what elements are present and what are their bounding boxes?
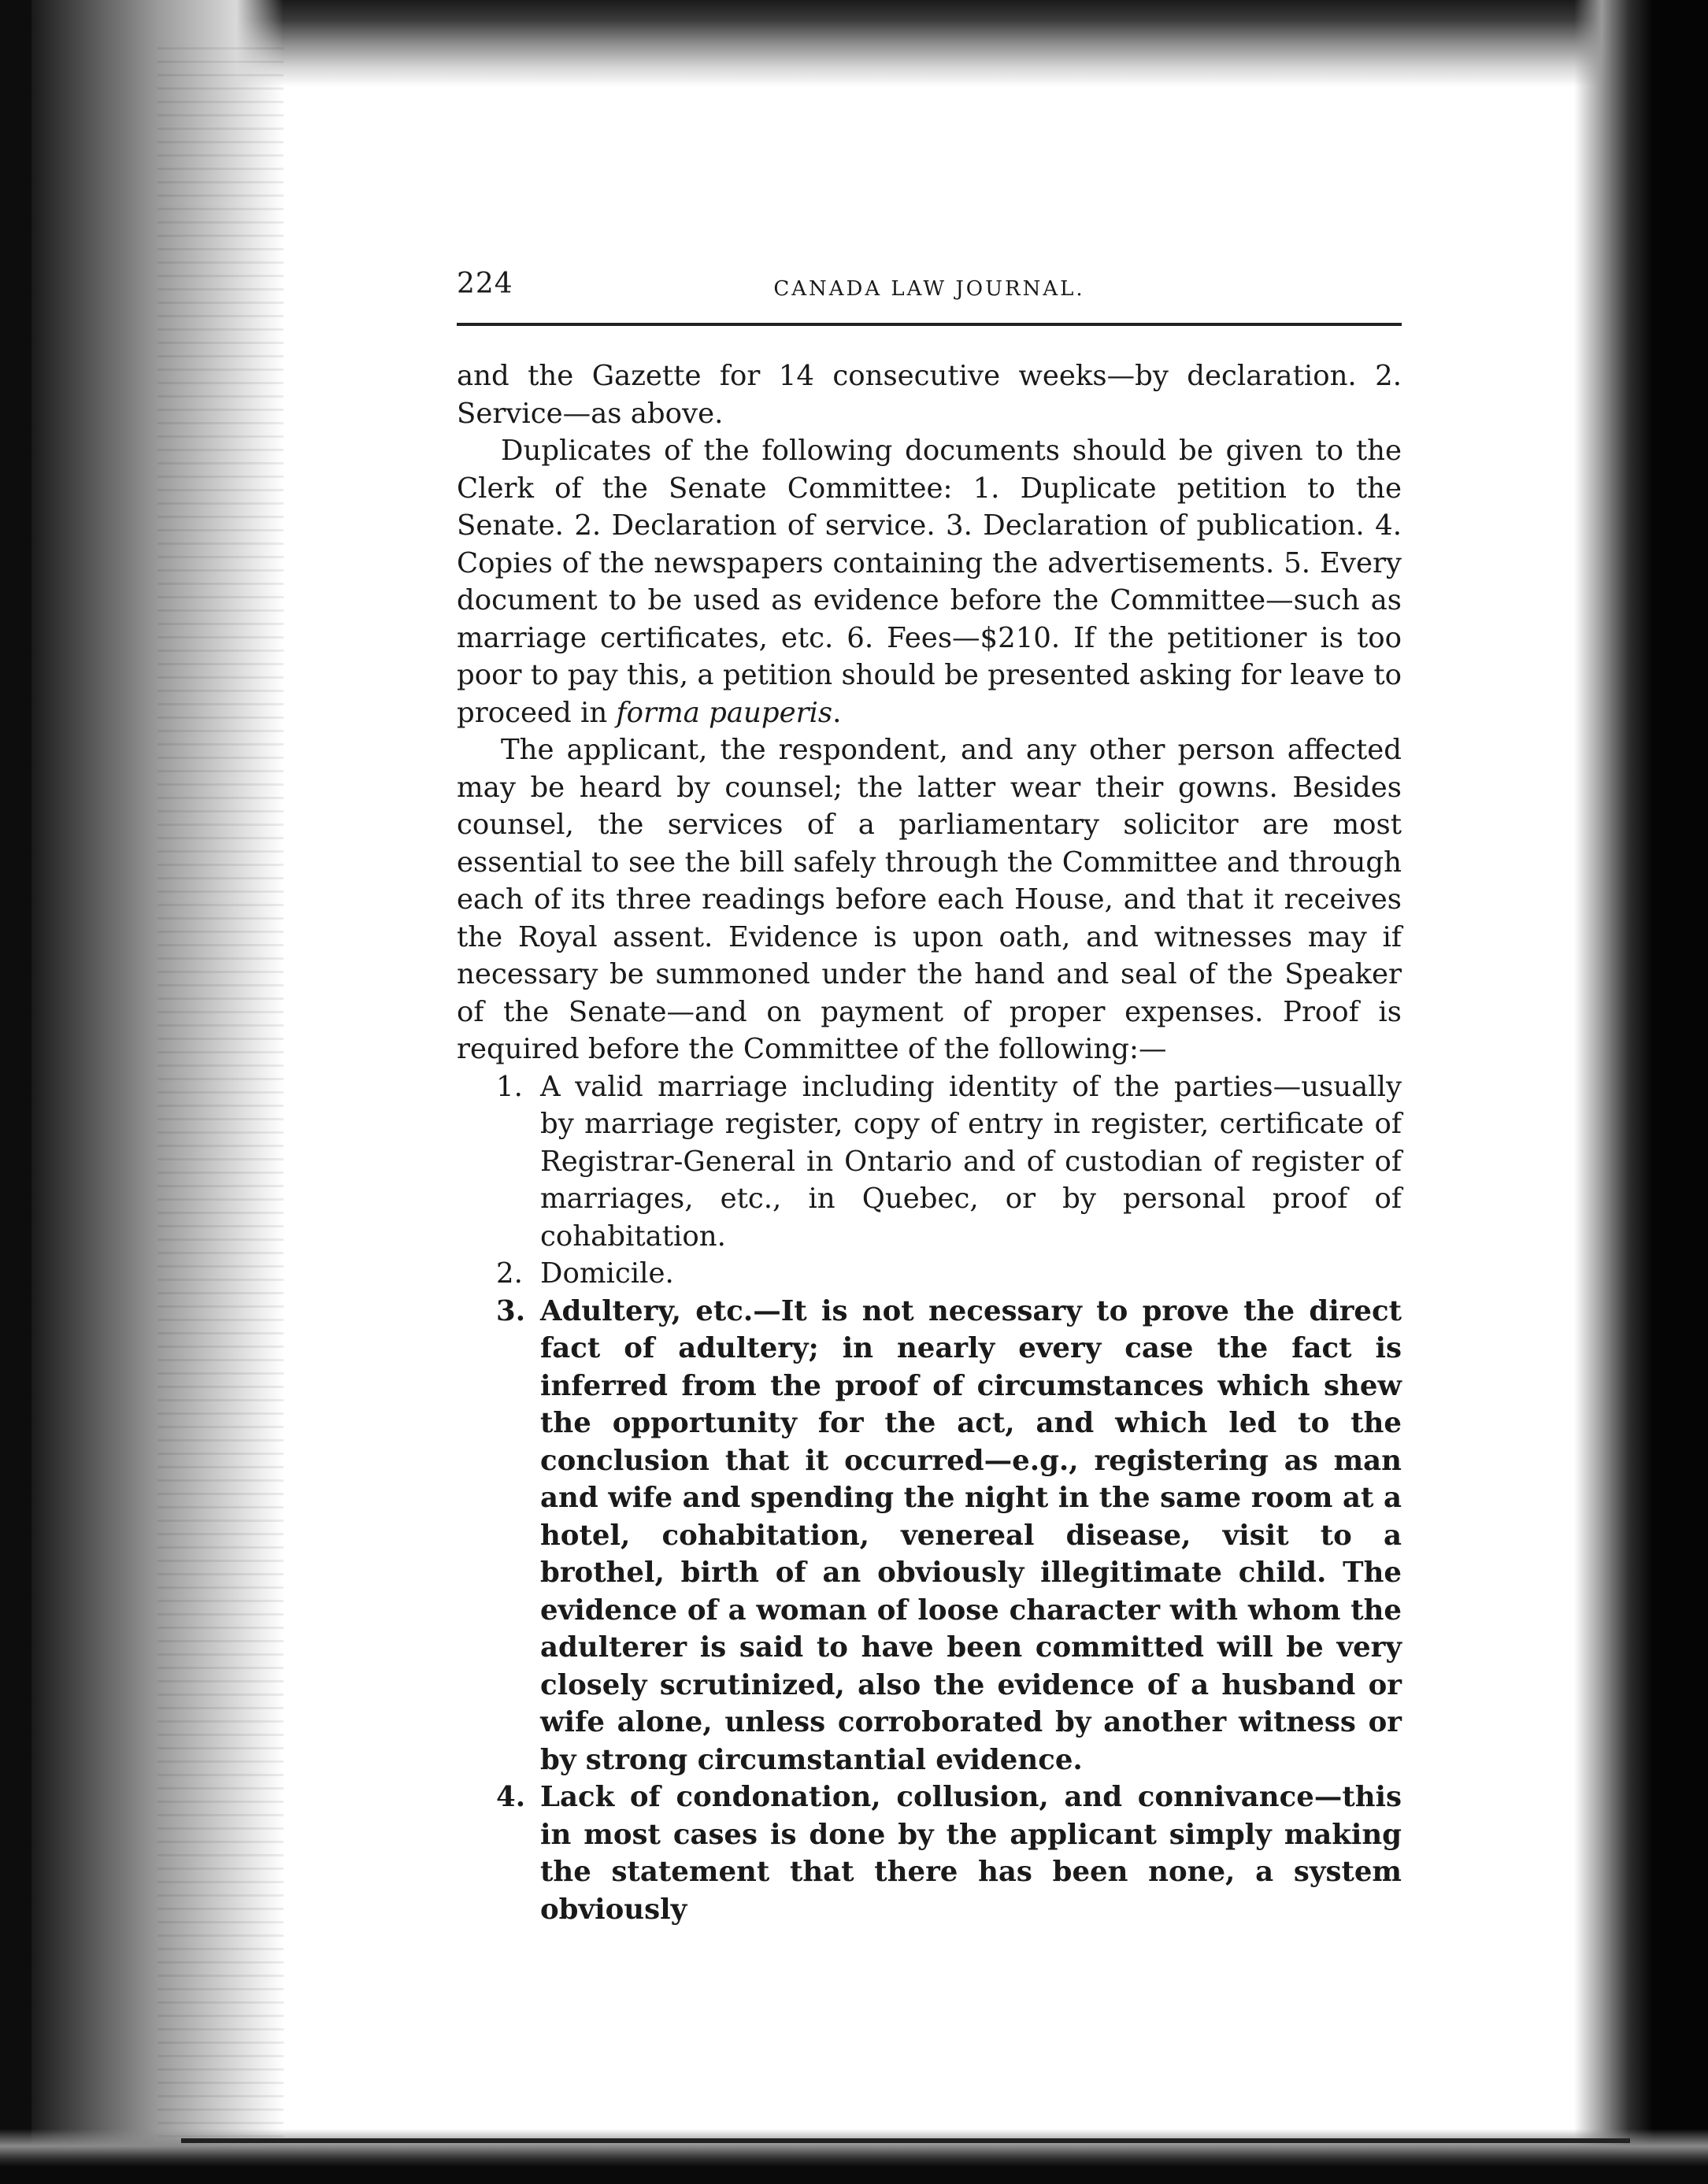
header-rule <box>457 323 1402 326</box>
list-item <box>457 1293 1402 1779</box>
paragraph-counsel: The applicant, the respondent, and any other person affected may be heard by counsel; the latter wear their gowns. Besides counsel, the services of a parliamentary solicitor are most essential to see the bill safely through the Committee and through each of its three readings before each House, and that it receives the Royal assent. Evidence is upon oath, and witnesses may if necessary be summoned under the hand and seal of the Speaker of the Senate—and on payment of proper expenses. Proof is required before the Committee of the following:— <box>457 734 1402 1065</box>
paragraph-duplicates <box>457 432 1402 731</box>
scan-bottom-rule <box>181 2138 1630 2143</box>
latin-phrase: forma pauperis <box>616 696 833 729</box>
paragraph-gazette: and the Gazette for 14 consecutive weeks—by declaration. 2. Service—as above. <box>457 360 1402 430</box>
list-item-text: Domicile. <box>540 1257 674 1290</box>
list-item <box>457 1779 1402 1928</box>
paragraph-duplicates-text: Duplicates of the following documents should be given to the Clerk of the Senate Committee: 1. Duplicate petition to the Senate. 2. Declaration of service. 3. Declaration of publication. 4. Copies of the newspapers containing the advertisements. 5. Every document to be used as evidence before the Committee—such as marriage certificates, etc. 6. Fees—$210. If the petitioner is too poor to pay this, a petition should be presented asking for leave to proceed in <box>457 435 1402 729</box>
list-number: 2. <box>496 1257 523 1290</box>
journal-title: CANADA LAW JOURNAL. <box>773 277 1085 301</box>
document-page <box>457 252 1402 1928</box>
body-text <box>457 357 1402 1928</box>
scan-noise-left <box>157 47 283 2157</box>
list-item <box>457 1255 1402 1293</box>
scan-edge-bottom <box>0 2129 1708 2184</box>
list-item-text: A valid marriage including identity of the parties—usually by marriage register, copy of entry in register, certificate of Registrar-General in Ontario and of custodian of register of marriages, etc., in Quebec, or by personal proof of cohabitation. <box>540 1070 1402 1253</box>
paragraph-duplicates-end: . <box>832 696 842 729</box>
scan-binding-shadow <box>0 0 31 2184</box>
list-number: 1. <box>496 1070 523 1103</box>
list-number: 3. <box>496 1294 526 1327</box>
list-item <box>457 1068 1402 1256</box>
proof-list <box>457 1068 1402 1929</box>
list-item-text: Adultery, etc.—It is not necessary to prove the direct fact of adultery; in nearly every case the fact is inferred from the proof of circumstances which shew the opportunity for the act, and which led to the conclusion that it occurred—e.g., registering as man and wife and spending the night in the same room at a hotel, cohabitation, venereal disease, visit to a brothel, birth of an obviously illegitimate child. The evidence of a woman of loose character with whom the adulterer is said to have been committed will be very closely scrutinized, also the evidence of a husband or wife alone, unless corroborated by another witness or by strong circumstantial evidence. <box>540 1294 1402 1776</box>
scan-edge-right <box>1574 0 1708 2184</box>
list-number: 4. <box>496 1781 526 1813</box>
list-item-text: Lack of condonation, collusion, and connivance—this in most cases is done by the applicant simply making the statement that there has been none, a system obviously <box>540 1781 1402 1926</box>
page-number: 224 <box>457 268 513 300</box>
running-head <box>457 252 1402 299</box>
